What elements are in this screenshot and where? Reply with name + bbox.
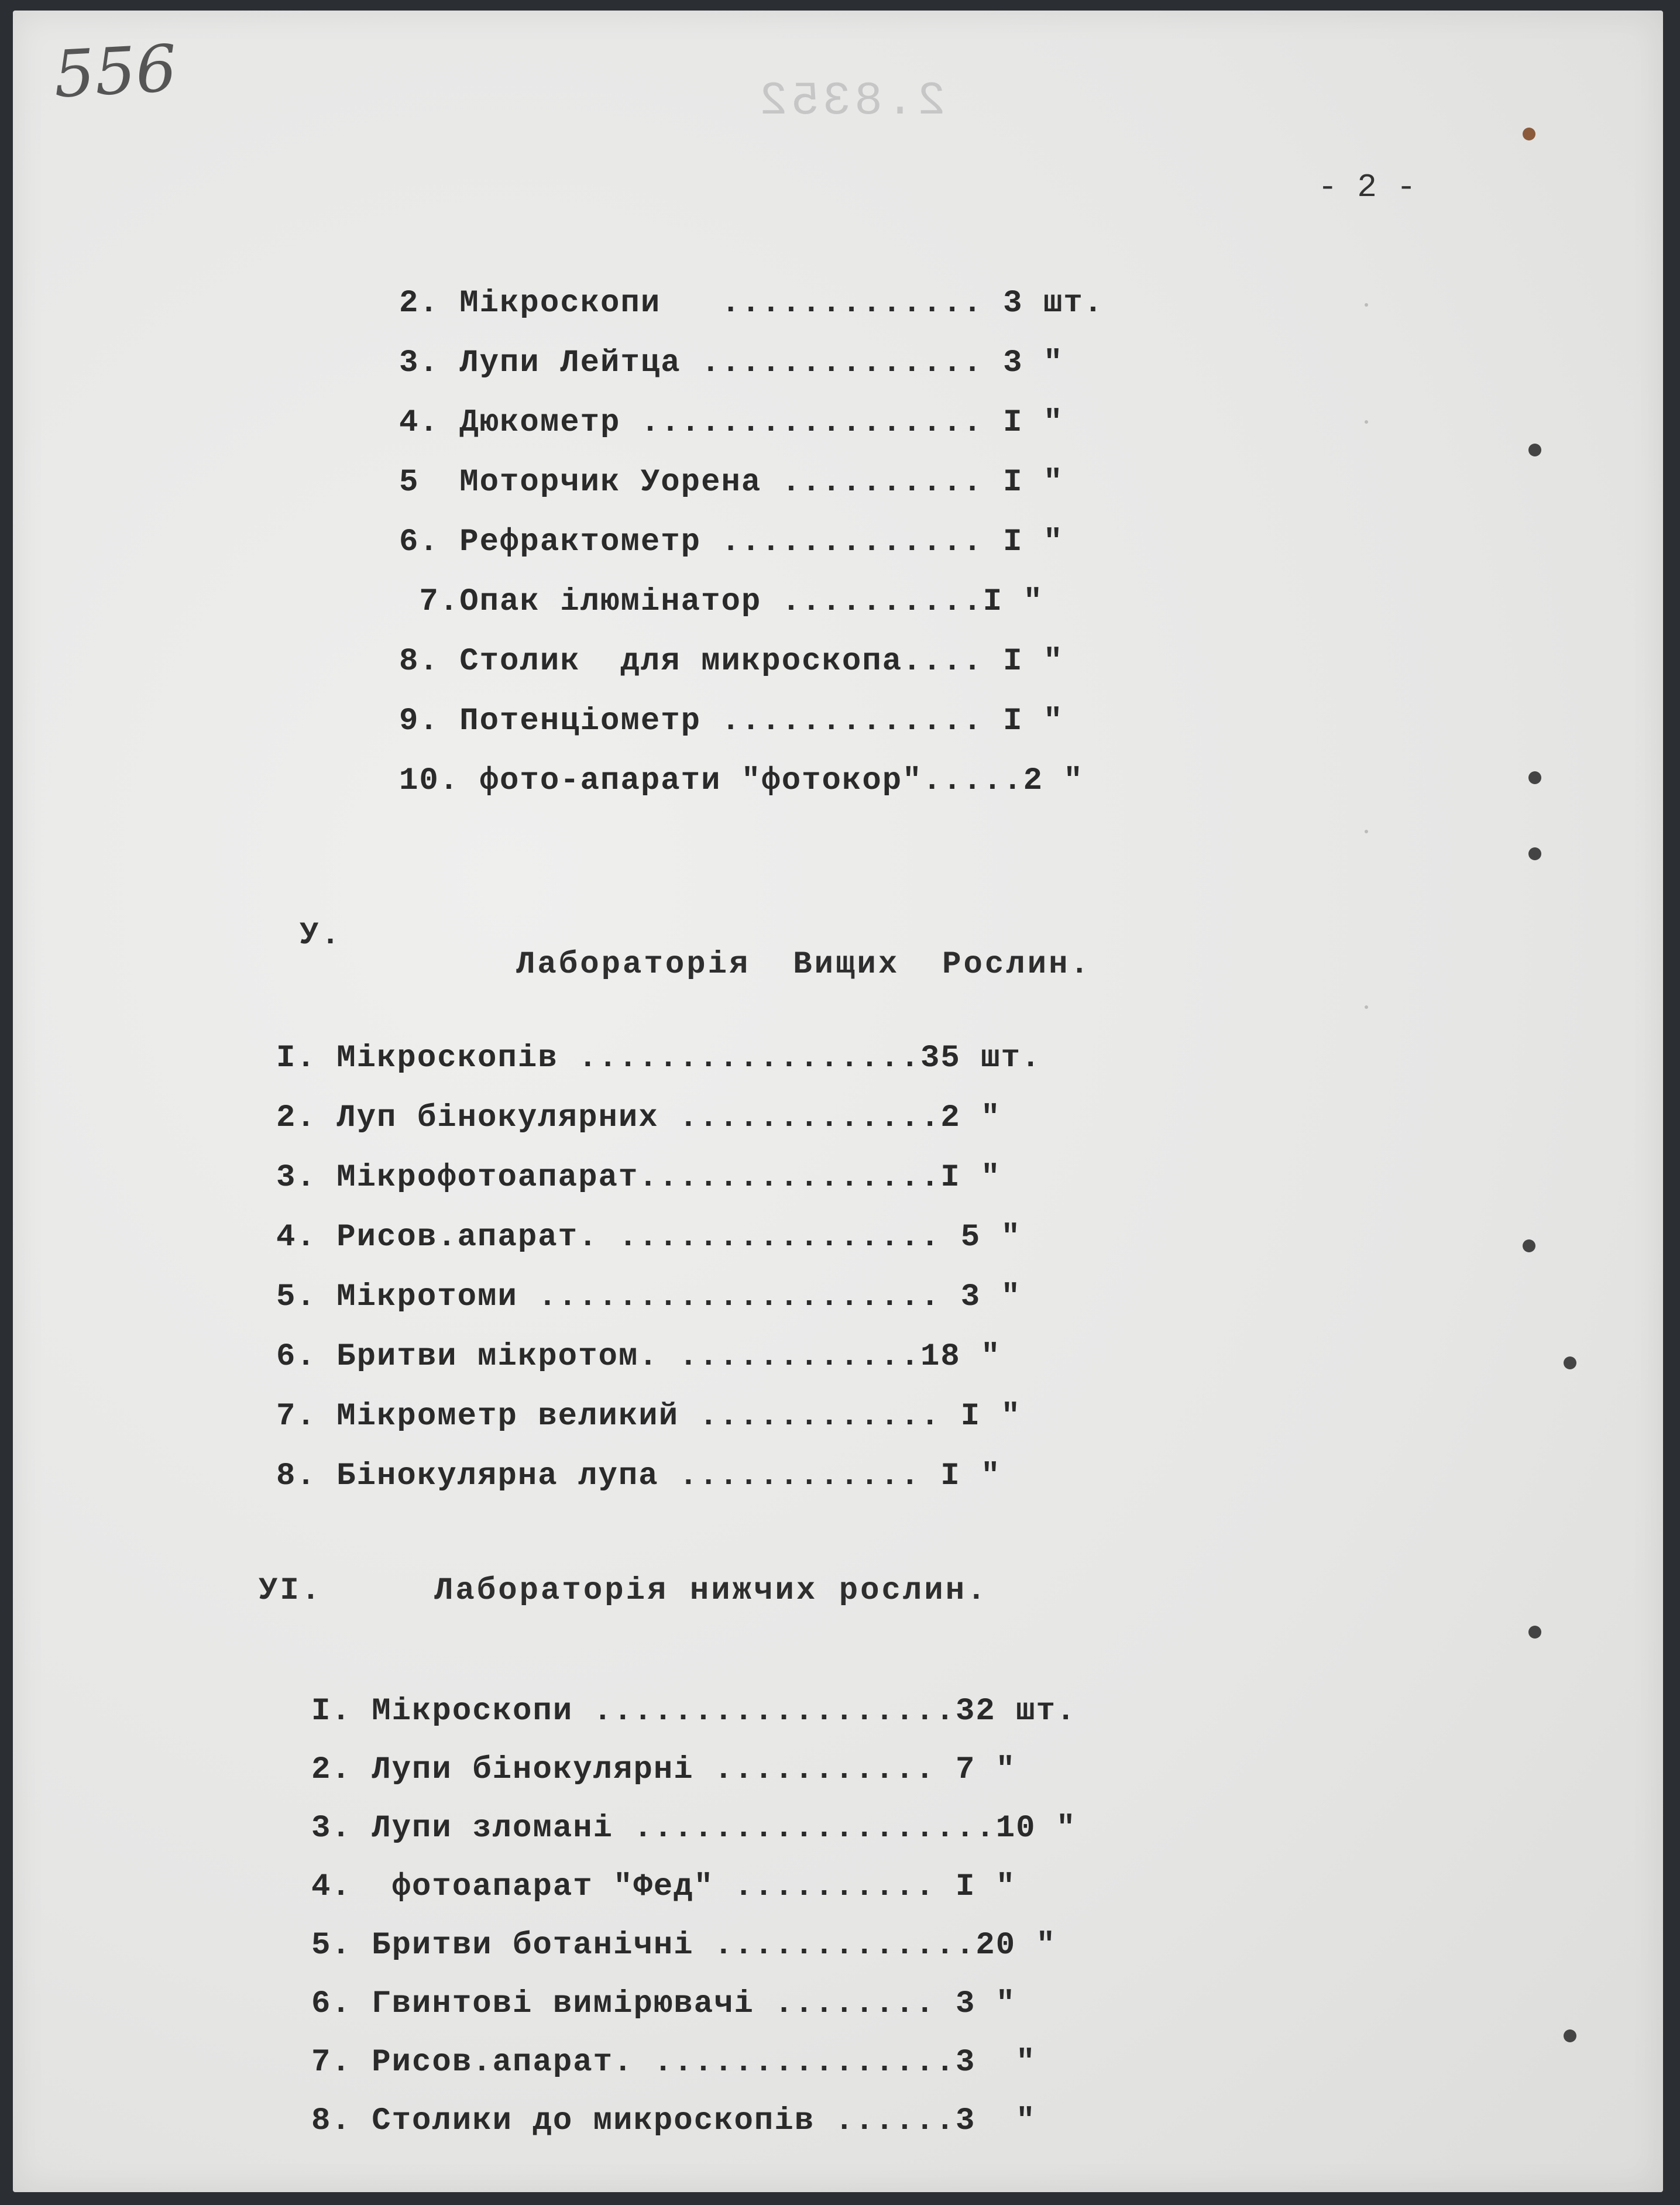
list-item: 7. Мікрометр великий ............ I " bbox=[276, 1399, 1021, 1434]
section-vi-number: УI. bbox=[259, 1573, 323, 1609]
paper-speck bbox=[1365, 830, 1368, 833]
binding-hole bbox=[1528, 1626, 1541, 1639]
paper-speck bbox=[1365, 303, 1368, 307]
list-item: 2. Мікроскопи ............. 3 шт. bbox=[399, 286, 1104, 321]
faded-bleedthrough-mark: 2.8352 bbox=[756, 75, 946, 128]
binding-hole bbox=[1528, 771, 1541, 784]
list-item: 10. фото-апарати "фотокор".....2 " bbox=[399, 763, 1084, 799]
binding-hole bbox=[1564, 1356, 1576, 1369]
binding-hole bbox=[1523, 128, 1535, 140]
list-item: 7. Рисов.апарат. ...............3 " bbox=[311, 2045, 1036, 2080]
list-item: 4. Дюкометр ................. I " bbox=[399, 405, 1064, 441]
paper-speck bbox=[1365, 1005, 1368, 1009]
section-v-title: Лабораторія Вищих Рослин. bbox=[516, 947, 1091, 983]
binding-hole bbox=[1523, 1239, 1535, 1252]
list-item: 5. Бритви ботанічні .............20 " bbox=[311, 1928, 1056, 1963]
document-page bbox=[13, 11, 1663, 2192]
list-item: 3. Мікрофотоапарат...............I " bbox=[276, 1160, 1001, 1196]
paper-speck bbox=[1365, 420, 1368, 424]
list-item: 3. Лупи зломані ..................10 " bbox=[311, 1811, 1077, 1846]
list-item: 4. Рисов.апарат. ................ 5 " bbox=[276, 1220, 1021, 1255]
section-vi-title: Лабораторія нижчих рослин. bbox=[434, 1573, 988, 1609]
list-item: 5 Моторчик Уорена .......... I " bbox=[399, 465, 1064, 500]
binding-hole bbox=[1528, 847, 1541, 860]
list-item: 6. Бритви мікротом. ............18 " bbox=[276, 1339, 1001, 1375]
list-item: 9. Потенціометр ............. I " bbox=[399, 703, 1064, 739]
binding-hole bbox=[1528, 444, 1541, 456]
list-item: 6. Гвинтові вимірювачі ........ 3 " bbox=[311, 1986, 1016, 2022]
list-item: I. Мікроскопів .................35 шт. bbox=[276, 1040, 1042, 1076]
list-item: 8. Бінокулярна лупа ............ I " bbox=[276, 1458, 1001, 1494]
list-item: 3. Лупи Лейтца .............. 3 " bbox=[399, 345, 1064, 381]
list-item: 5. Мікротоми .................... 3 " bbox=[276, 1279, 1021, 1315]
section-v-number: У. bbox=[300, 918, 342, 953]
list-item: 8. Столики до микроскопів ......3 " bbox=[311, 2103, 1036, 2139]
list-item: 2. Луп бінокулярних .............2 " bbox=[276, 1100, 1001, 1136]
handwritten-archive-number: 556 bbox=[51, 30, 179, 112]
page-number: - 2 - bbox=[1318, 169, 1417, 206]
list-item: 2. Лупи бінокулярні ........... 7 " bbox=[311, 1752, 1016, 1788]
list-item: 8. Столик для микроскопа.... I " bbox=[399, 644, 1064, 679]
list-item: 6. Рефрактометр ............. I " bbox=[399, 524, 1064, 560]
list-item: I. Мікроскопи ..................32 шт. bbox=[311, 1694, 1077, 1729]
list-item: 4. фотоапарат "Фед" .......... I " bbox=[311, 1869, 1016, 1905]
list-item: 7.Опак ілюмінатор ..........I " bbox=[399, 584, 1043, 620]
binding-hole bbox=[1564, 2029, 1576, 2042]
